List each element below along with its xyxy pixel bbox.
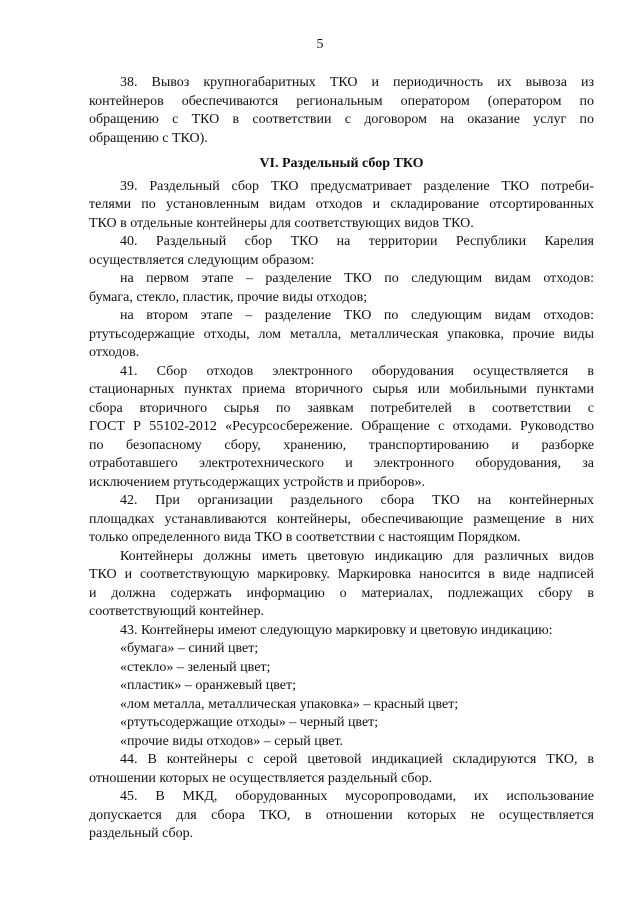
text-line: на первом этапе – разделение ТКО по следующим видам отходов: bbox=[120, 271, 594, 286]
page-number: 5 bbox=[316, 37, 324, 52]
text-line: 42. При организации раздельного сбора ТКО на контейнерных bbox=[120, 493, 594, 508]
text-line: ртутьсодержащие отходы, лом металла, металлическая упаковка, прочие виды bbox=[89, 326, 594, 342]
text-line: и должна содержать информацию о материалах, подлежащих сбору в bbox=[89, 585, 594, 601]
text-line: «ртутьсодержащие отходы» – черный цвет; bbox=[120, 715, 379, 730]
text-line: ГОСТ Р 55102-2012 «Ресурсосбережение. Обращение с отходами. Руководство bbox=[89, 419, 594, 434]
text-line: отходов. bbox=[89, 345, 140, 360]
text-line: допускается для сбора ТКО, в отношении которых не осуществляется bbox=[89, 807, 594, 823]
text-line: площадках устанавливаются контейнеры, обеспечивающие размещение в них bbox=[89, 511, 594, 527]
text-line: осуществляется следующим образом: bbox=[89, 252, 315, 268]
text-line: на втором этапе – разделение ТКО по следующим видам отходов: bbox=[120, 308, 594, 323]
section-heading: VI. Раздельный сбор ТКО bbox=[259, 156, 424, 171]
text-line: бумага, стекло, пластик, прочие виды отходов; bbox=[89, 289, 368, 305]
text-line: исключением ртутьсодержащих устройств и приборов». bbox=[89, 474, 425, 490]
text-line: «бумага» – синий цвет; bbox=[120, 641, 259, 656]
text-line: обращению с ТКО в соответствии с договором на оказание услуг по bbox=[89, 112, 594, 127]
text-line: «лом металла, металлическая упаковка» – красный цвет; bbox=[120, 696, 459, 712]
text-line: соответствующий контейнер. bbox=[89, 604, 264, 619]
document-body bbox=[89, 74, 594, 844]
text-line: только определенного вида ТКО в соответствии с настоящим Порядком. bbox=[89, 530, 521, 545]
text-line: по безопасному сбору, хранению, транспортированию и разборке bbox=[89, 437, 594, 453]
text-line: отношении которых не осуществляется раздельный сбор. bbox=[89, 770, 433, 786]
text-line: 41. Сбор отходов электронного оборудования осуществляется в bbox=[120, 363, 594, 379]
text-line: ТКО в отдельные контейнеры для соответствующих видов ТКО. bbox=[89, 215, 474, 231]
text-line: «стекло» – зеленый цвет; bbox=[120, 659, 271, 675]
text-line: 38. Вывоз крупногабаритных ТКО и периодичность их вывоза из bbox=[120, 75, 594, 90]
text-line: 44. В контейнеры с серой цветовой индикацией складируются ТКО, в bbox=[120, 752, 594, 767]
text-line: 39. Раздельный сбор ТКО предусматривает разделение ТКО потреби- bbox=[120, 178, 594, 194]
text-line: Контейнеры должны иметь цветовую индикацию для различных видов bbox=[120, 548, 594, 564]
text-line: 43. Контейнеры имеют следующую маркировку и цветовую индикацию: bbox=[120, 622, 553, 638]
text-line: 45. В МКД, оборудованных мусоропроводами, их использование bbox=[120, 789, 594, 804]
text-line: сбора вторичного сырья по заявкам потребителей в соответствии с bbox=[89, 400, 594, 416]
text-line: обращению с ТКО). bbox=[89, 130, 208, 146]
text-line: ТКО и соответствующую маркировку. Маркировка наносится в виде надписей bbox=[89, 567, 594, 582]
text-line: контейнеров обеспечиваются региональным оператором (оператором по bbox=[89, 93, 594, 109]
text-line: «прочие виды отходов» – серый цвет. bbox=[120, 733, 344, 749]
text-line: раздельный сбор. bbox=[89, 826, 194, 841]
text-line: отработавшего электротехнического и электронного оборудования, за bbox=[89, 456, 594, 471]
text-line: «пластик» – оранжевый цвет; bbox=[120, 678, 296, 693]
text-line: телями по установленным видам отходов и складирование отсортированных bbox=[89, 197, 594, 212]
text-line: 40. Раздельный сбор ТКО на территории Республики Карелия bbox=[120, 234, 594, 249]
text-line: стационарных пунктах приема вторичного сырья или мобильными пунктами bbox=[89, 382, 594, 397]
